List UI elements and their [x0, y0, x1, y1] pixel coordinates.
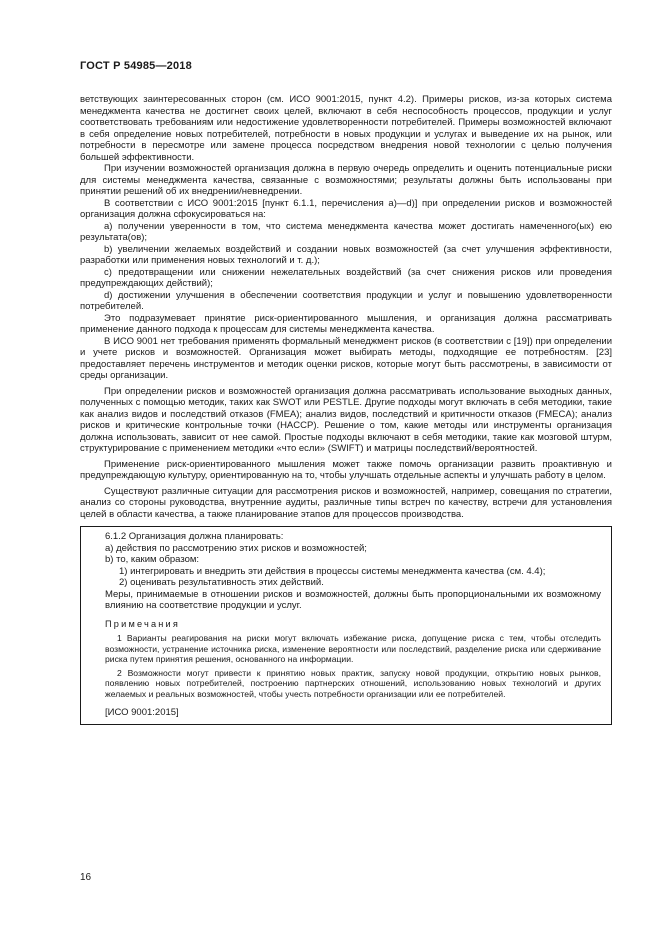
clause-measures: Меры, принимаемые в отношении рисков и возможностей, должны быть пропорциональными их возможному влиянию на соответствие продукции и услуг.	[105, 588, 601, 611]
paragraph: Существуют различные ситуации для рассмотрения рисков и возможностей, например, совещания по стратегии, анализ со стороны руководства, внутренние аудиты, различные типы встреч по качеству, встречи для установления целей в области качества, а также планирование этапов для процессов производства.	[80, 485, 612, 520]
clause-subitem-2: 2) оценивать результативность этих действий.	[119, 577, 324, 588]
quoted-requirement-box	[80, 526, 612, 725]
body-text	[80, 94, 612, 725]
clause-subitem-1: 1) интегрировать и внедрить эти действия в процессы системы менеджмента качества (см. 4.4);	[119, 565, 546, 577]
paragraph: В соответствии с ИСО 9001:2015 [пункт 6.1.1, перечисления а)—d)] при определении рисков и возможностей организация должна сфокусироваться на:	[80, 197, 612, 220]
note-1: 1 Варианты реагирования на риски могут включать избежание риска, допущение риска с тем, чтобы отследить возможности, устранение источника риска, изменение вероятности или последствий, разделение риска или сдерживание риска путем принятия решения, основанного на информации.	[105, 633, 601, 665]
paragraph: Это подразумевает принятие риск-ориентированного мышления, и организация должна рассматривать применение данного подхода к процессам для системы менеджмента качества.	[80, 312, 612, 335]
clause-item-b: b) то, каким образом:	[105, 554, 200, 565]
source-reference: [ИСО 9001:2015]	[105, 706, 179, 718]
document-number: ГОСТ Р 54985—2018	[80, 60, 192, 72]
list-item-b: b) увеличении желаемых воздействий и создании новых возможностей (за счет улучшения эффективности, разработки или применения новых технологий и т. д.);	[80, 243, 612, 266]
list-item-d: d) достижении улучшения в обеспечении соответствия продукции и услуг и повышению удовлетворенности потребителей.	[80, 289, 612, 312]
paragraph: ветствующих заинтересованных сторон (см. ИСО 9001:2015, пункт 4.2). Примеры рисков, из-за которых система менеджмента качества не достигнет своих целей, включают в себя неспособность процессов, продукции и услуг соответствовать требованиям или недостижение удовлетворенности потребителей. Примеры возможностей включают в себя определение новых потребителей, потребности в новых продукции и услугах и выведение их на рынок, или потребности в пересмотре или замене процесса посредством внедрения новой технологии с целью получения большей эффективности.	[80, 94, 612, 163]
paragraph: В ИСО 9001 нет требования применять формальный менеджмент рисков (в соответствии с [19]) при определении и учете рисков и возможностей. Организация может выбирать методы, подходящие ее потребностям. [23] предоставляет перечень инструментов и методик оценки рисков, которые могут быть рассмотрены, в зависимости от среды организации.	[80, 335, 612, 381]
list-item-a: а) получении уверенности в том, что система менеджмента качества может достигать намеченного(ых) ею результата(ов);	[80, 220, 612, 243]
notes-heading: Примечания	[105, 618, 181, 629]
clause-title: 6.1.2 Организация должна планировать:	[105, 531, 284, 542]
paragraph: При определении рисков и возможностей организация должна рассматривать использование выходных данных, полученных с помощью методик, таких как SWOT или PESTLE. Другие подходы могут включать в себя методики, такие как анализ видов и последствий отказов (FMEA); анализ видов, последствий и критичности отказов (FMECA); анализ рисков и критические контрольные точки (HACCP). Решение о том, какие методы или инструменты организация должна использовать, зависит от нее самой. Простые подходы включают в себя методики, такие как мозговой штурм, структурирование с применением методики «что если» (SWIFT) и матрицы последствий/вероятностей.	[80, 385, 612, 454]
list-item-c: c) предотвращении или снижении нежелательных воздействий (за счет снижения рисков или проведения предупреждающих действий);	[80, 266, 612, 289]
paragraph: При изучении возможностей организация должна в первую очередь определить и оценить потенциальные риски для системы менеджмента качества, связанные с возможностями; результаты должны быть использованы при принятии решений об их внедрении/невнедрении.	[80, 163, 612, 197]
clause-item-a: а) действия по рассмотрению этих рисков и возможностей;	[105, 542, 367, 554]
note-2: 2 Возможности могут привести к принятию новых практик, запуску новой продукции, открытию новых рынков, появлению новых потребителей, построению партнерских отношений, использованию новых технологий и других желаемых и реальных возможностей, чтобы учесть потребности организации или ее потребителей.	[105, 667, 601, 699]
paragraph: Применение риск-ориентированного мышления может также помочь организации развить проактивную и предупреждающую культуру, ориентированную на то, чтобы улучшать отдельные аспекты и улучшать работу в целом.	[80, 458, 612, 481]
page-number: 16	[80, 872, 92, 883]
